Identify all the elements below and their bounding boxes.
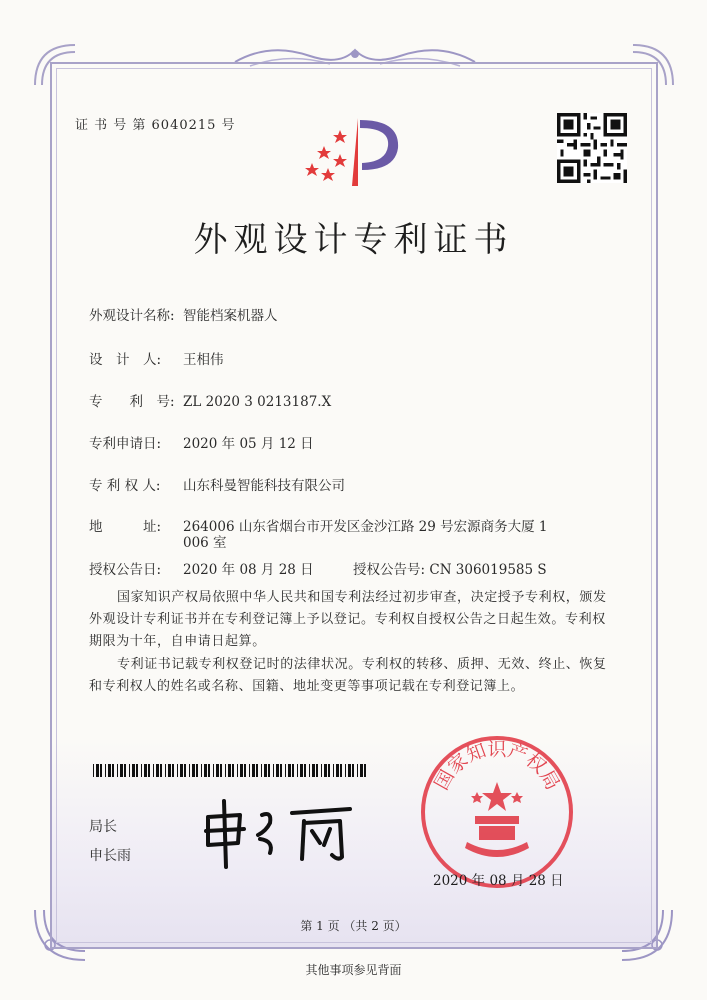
barcode-icon [93, 764, 368, 777]
field-design-name [89, 304, 278, 324]
field-application-date [89, 432, 314, 452]
field-address [89, 515, 547, 535]
field-patent-number [89, 390, 331, 410]
page-info: 第 1 页 （共 2 页） [300, 919, 407, 933]
field-label: 授权公告号: [353, 562, 426, 578]
seal-icon [417, 732, 577, 892]
field-label: 专 利 权 人: [89, 478, 161, 494]
field-value: 智能档案机器人 [183, 308, 278, 324]
field-grant-date [89, 558, 314, 578]
field-value: ZL 2020 3 0213187.X [183, 394, 332, 410]
qr-code-icon [557, 113, 627, 183]
field-label: 专 利 号: [89, 394, 175, 410]
certificate-title: 外观设计专利证书 [193, 220, 514, 260]
footer-note: 其他事项参见背面 [305, 963, 402, 977]
field-value: 王相伟 [183, 352, 224, 368]
field-value: 山东科曼智能科技有限公司 [183, 478, 345, 494]
field-address-continued: 006 室 [183, 535, 227, 551]
field-value: CN 306019585 S [429, 562, 547, 578]
seal-date: 2020 年 08 月 28 日 [433, 873, 564, 889]
signatory-title: 局长 [89, 819, 117, 835]
field-value: 2020 年 05 月 12 日 [183, 436, 314, 452]
field-value: 264006 山东省烟台市开发区金沙江路 29 号宏源商务大厦 1 [183, 519, 548, 535]
field-value: 2020 年 08 月 28 日 [183, 562, 314, 578]
field-label: 专利申请日: [89, 436, 162, 452]
signature-icon [200, 795, 360, 870]
field-designer [89, 348, 224, 368]
field-label: 地 址: [89, 519, 162, 535]
seal-text: 国家知识产权局 [430, 738, 564, 794]
field-patentee [89, 474, 345, 494]
cnipa-logo-icon [300, 108, 410, 188]
field-label: 授权公告日: [89, 562, 162, 578]
field-label: 设 计 人: [89, 352, 162, 368]
certificate-number: 证 书 号 第 6040215 号 [75, 118, 236, 133]
body-paragraph: 专利证书记载专利权登记时的法律状况。专利权的转移、质押、无效、终止、恢复和专利权人的姓名或名称、国籍、地址变更等事项记载在专利登记簿上。 [89, 657, 607, 694]
field-grant-number [353, 558, 547, 578]
signatory-name: 申长雨 [89, 848, 131, 864]
field-label: 外观设计名称: [89, 308, 175, 324]
body-paragraph: 国家知识产权局依照中华人民共和国专利法经过初步审查，决定授予专利权，颁发外观设计专利证书并在专利登记簿上予以登记。专利权自授权公告之日起生效。专利权期限为十年，自申请日起算。 [89, 590, 607, 649]
